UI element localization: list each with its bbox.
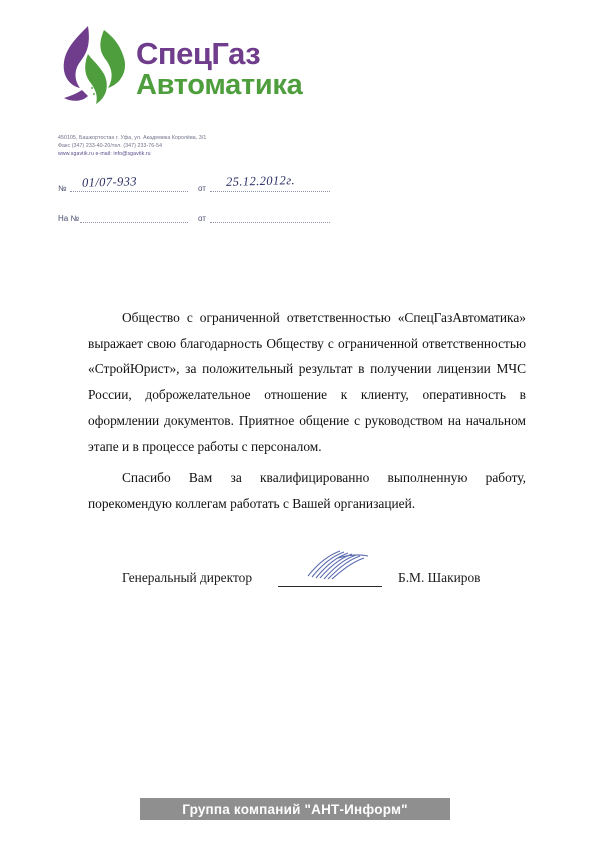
footer-banner — [140, 798, 450, 820]
handwritten-signature-icon — [302, 546, 382, 580]
reply-rule — [80, 222, 188, 223]
logo-word-gaz: Газ — [211, 36, 261, 71]
number-handwritten-value: 01/07-933 — [81, 174, 138, 190]
letter-body — [88, 305, 526, 517]
letter-reference-block — [58, 173, 388, 223]
signature-block — [88, 560, 508, 600]
logo-word-avtomatika: Автоматика — [136, 68, 303, 101]
reply-label: На № — [58, 214, 80, 223]
reply-date-rule — [210, 222, 330, 223]
date-rule — [210, 191, 330, 192]
company-logo — [58, 24, 538, 106]
contact-address: 450105, Башкортостан г. Уфа, ул. Академика Королёва, 3/1 — [58, 135, 207, 141]
incoming-number-row — [58, 200, 388, 222]
logo-word-spec: Спец — [136, 36, 212, 71]
contact-phone: Факс (347) 233-40-20/тел. (347) 233-76-54 — [58, 143, 163, 150]
signatory-name: Б.М. Шакиров — [398, 570, 481, 585]
letter-paragraph-1 — [88, 305, 526, 459]
reply-date-label: от — [198, 214, 206, 223]
letter-paragraph-2 — [88, 465, 526, 516]
flame-logo-icon — [58, 24, 130, 106]
footer-text: Группа компаний "АНТ-Информ" — [182, 801, 408, 817]
contact-details — [58, 134, 358, 158]
outgoing-number-row — [58, 173, 388, 200]
date-label: от — [198, 184, 206, 193]
signatory-title: Генеральный директор — [122, 570, 253, 585]
company-logo-text — [136, 24, 302, 100]
paragraph-2-text: Спасибо Вам за квалифицированно выполненную работу, порекомендую коллегам работать с Вашей организацией. — [88, 470, 526, 512]
number-label: № — [58, 184, 67, 193]
date-handwritten-value: 25.12.2012г. — [225, 173, 296, 189]
number-rule — [70, 191, 188, 192]
contact-web: www.sgavtik.ru e-mail: info@sgavtik.ru — [58, 151, 151, 158]
letterhead — [58, 24, 538, 106]
signature-rule — [278, 586, 382, 587]
paragraph-1-text: Общество с ограниченной ответственностью «СпецГазАвтоматика» выражает свою благодарность Обществу с ограниченной ответственностью «СтройЮрист», за положительный результат в получении лицензии МЧС России, доброжелательное отношение к клиенту, оперативность в оформлении документов. Приятное общение с руководством на начальном этапе и в процессе работы с персоналом. — [88, 310, 526, 454]
